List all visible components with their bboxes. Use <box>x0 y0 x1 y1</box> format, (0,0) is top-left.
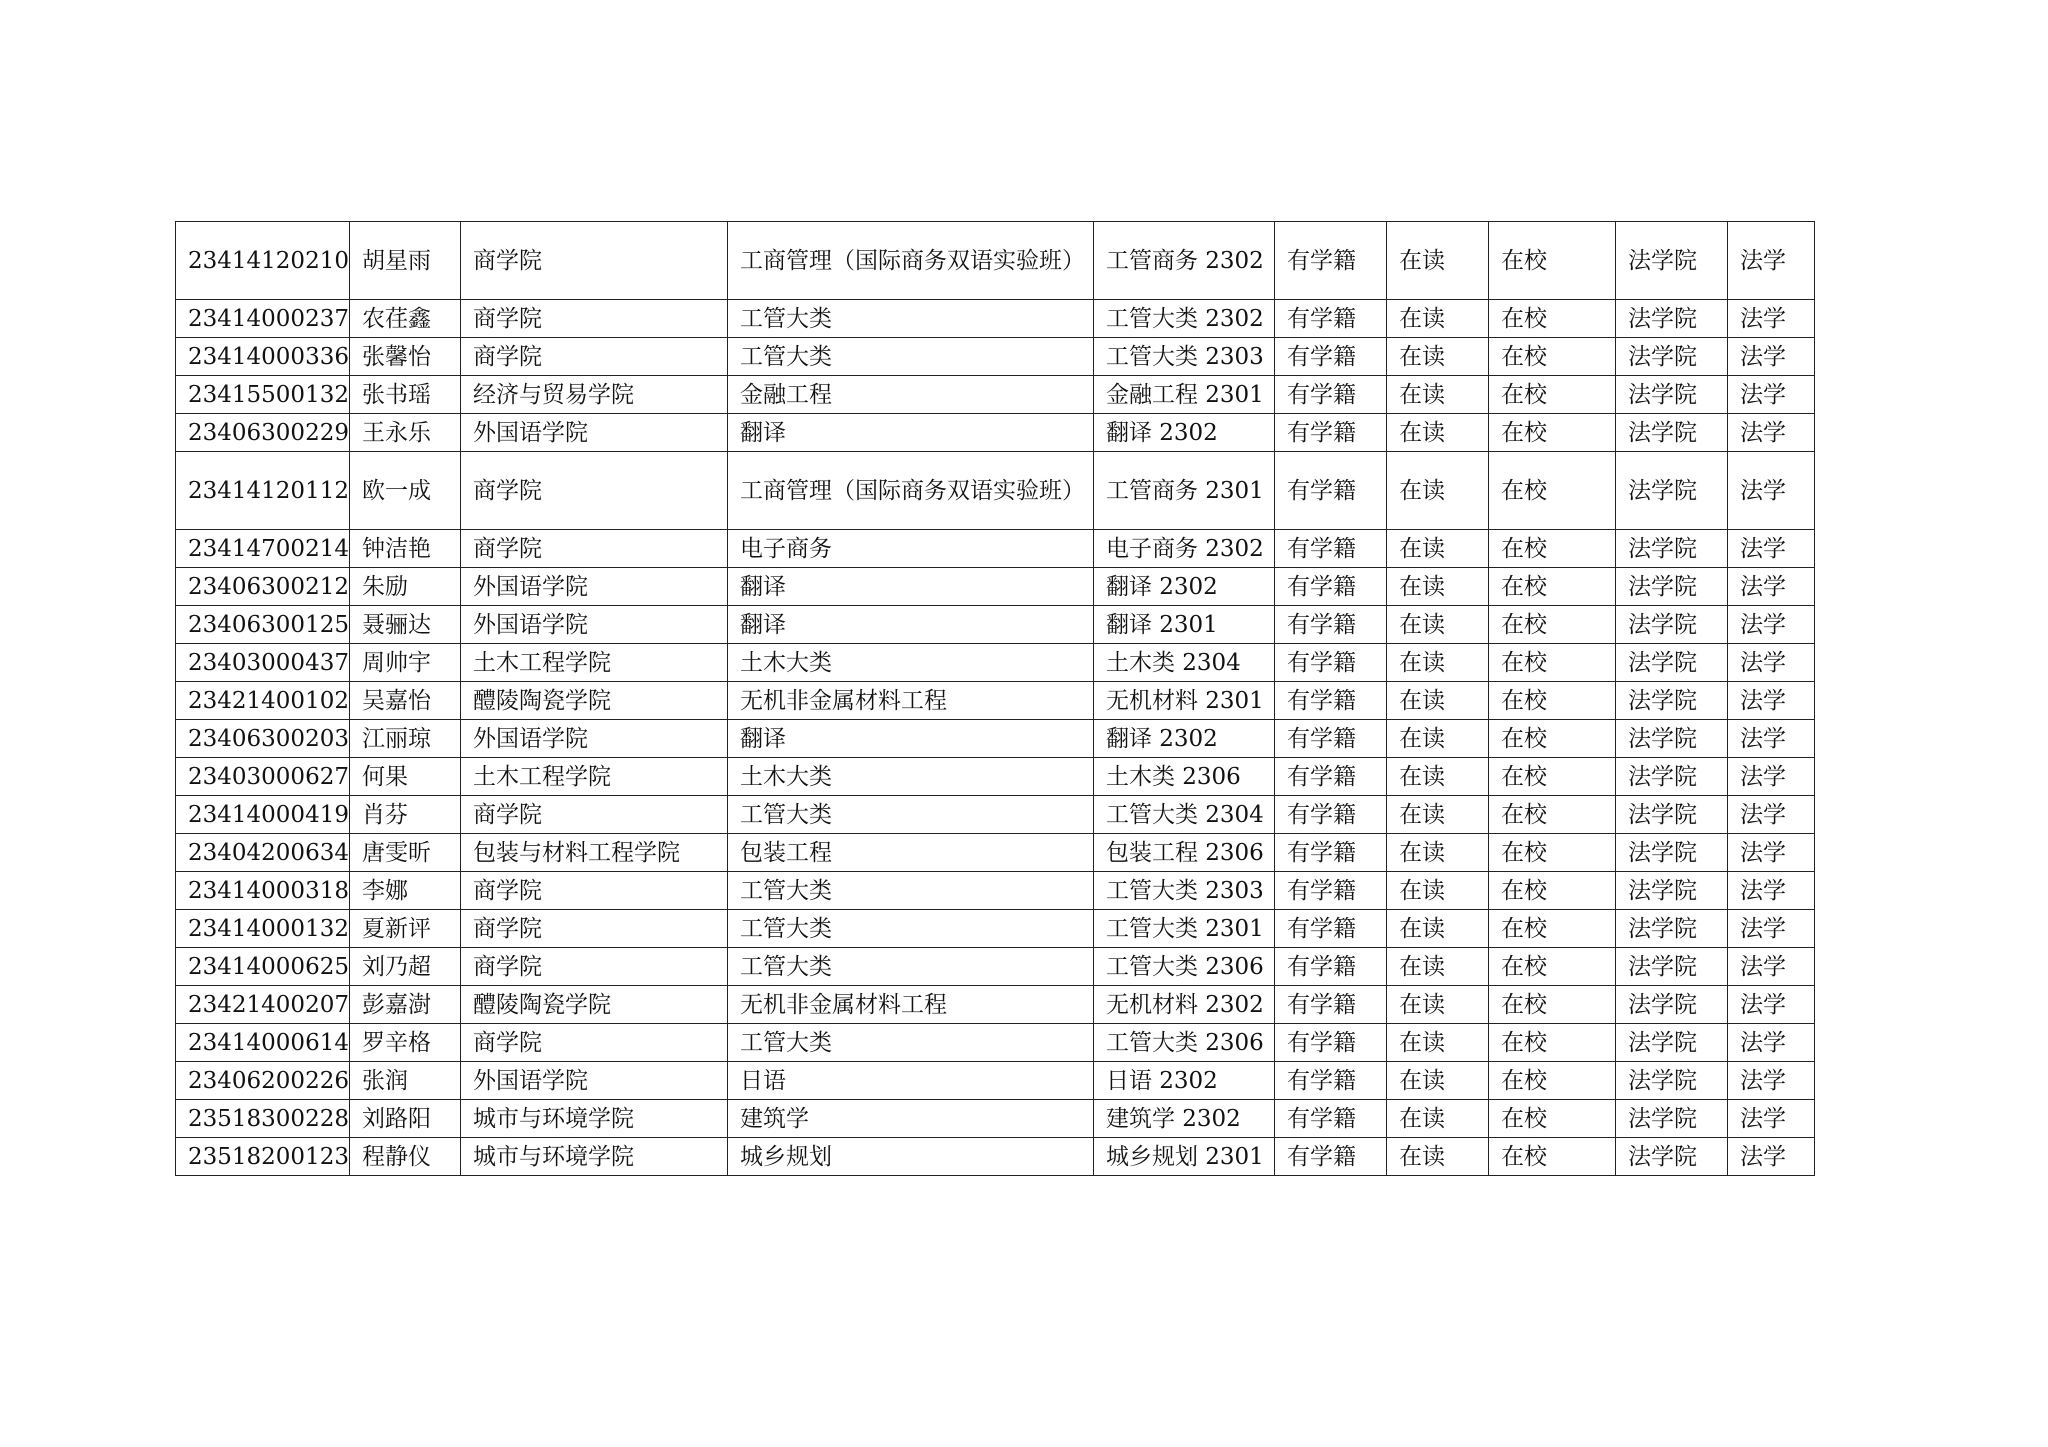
student-id-cell: 23414000419 <box>176 796 350 834</box>
on-campus-status-cell: 在校 <box>1488 910 1615 948</box>
target-college-cell: 法学院 <box>1615 910 1727 948</box>
college-cell: 外国语学院 <box>460 720 727 758</box>
target-college-cell: 法学院 <box>1615 682 1727 720</box>
enrollment-status-cell: 有学籍 <box>1274 758 1386 796</box>
table-row <box>176 530 1815 568</box>
student-roster-table <box>175 221 1815 1176</box>
major-cell: 工管大类 <box>727 872 1093 910</box>
major-cell: 日语 <box>727 1062 1093 1100</box>
target-college-cell: 法学院 <box>1615 834 1727 872</box>
major-cell: 土木大类 <box>727 758 1093 796</box>
target-college-cell: 法学院 <box>1615 872 1727 910</box>
enrollment-status-cell: 有学籍 <box>1274 834 1386 872</box>
college-cell: 土木工程学院 <box>460 758 727 796</box>
class-cell: 土木类 2304 <box>1093 644 1274 682</box>
student-name-cell: 王永乐 <box>349 414 460 452</box>
study-status-cell: 在读 <box>1386 644 1488 682</box>
major-cell: 无机非金属材料工程 <box>727 986 1093 1024</box>
table-row <box>176 606 1815 644</box>
class-cell: 工管商务 2302 <box>1093 222 1274 300</box>
on-campus-status-cell: 在校 <box>1488 720 1615 758</box>
major-cell: 工商管理（国际商务双语实验班） <box>727 222 1093 300</box>
target-major-cell: 法学 <box>1727 644 1814 682</box>
table-row <box>176 414 1815 452</box>
target-college-cell: 法学院 <box>1615 1138 1727 1176</box>
student-id-cell: 23518300228 <box>176 1100 350 1138</box>
student-name-cell: 刘路阳 <box>349 1100 460 1138</box>
class-cell: 无机材料 2301 <box>1093 682 1274 720</box>
student-name-cell: 胡星雨 <box>349 222 460 300</box>
on-campus-status-cell: 在校 <box>1488 338 1615 376</box>
study-status-cell: 在读 <box>1386 796 1488 834</box>
enrollment-status-cell: 有学籍 <box>1274 796 1386 834</box>
on-campus-status-cell: 在校 <box>1488 948 1615 986</box>
class-cell: 翻译 2302 <box>1093 568 1274 606</box>
student-id-cell: 23406300229 <box>176 414 350 452</box>
student-name-cell: 何果 <box>349 758 460 796</box>
class-cell: 工管大类 2306 <box>1093 948 1274 986</box>
study-status-cell: 在读 <box>1386 222 1488 300</box>
table-row <box>176 1138 1815 1176</box>
major-cell: 工管大类 <box>727 300 1093 338</box>
target-college-cell: 法学院 <box>1615 986 1727 1024</box>
enrollment-status-cell: 有学籍 <box>1274 376 1386 414</box>
college-cell: 外国语学院 <box>460 568 727 606</box>
class-cell: 电子商务 2302 <box>1093 530 1274 568</box>
student-name-cell: 欧一成 <box>349 452 460 530</box>
major-cell: 翻译 <box>727 414 1093 452</box>
college-cell: 醴陵陶瓷学院 <box>460 682 727 720</box>
target-college-cell: 法学院 <box>1615 376 1727 414</box>
table-row <box>176 452 1815 530</box>
college-cell: 商学院 <box>460 338 727 376</box>
study-status-cell: 在读 <box>1386 986 1488 1024</box>
college-cell: 外国语学院 <box>460 1062 727 1100</box>
class-cell: 工管大类 2303 <box>1093 872 1274 910</box>
enrollment-status-cell: 有学籍 <box>1274 338 1386 376</box>
enrollment-status-cell: 有学籍 <box>1274 1100 1386 1138</box>
on-campus-status-cell: 在校 <box>1488 644 1615 682</box>
enrollment-status-cell: 有学籍 <box>1274 910 1386 948</box>
student-id-cell: 23403000627 <box>176 758 350 796</box>
target-college-cell: 法学院 <box>1615 644 1727 682</box>
student-id-cell: 23403000437 <box>176 644 350 682</box>
student-id-cell: 23414000318 <box>176 872 350 910</box>
student-name-cell: 农荏鑫 <box>349 300 460 338</box>
college-cell: 外国语学院 <box>460 606 727 644</box>
student-name-cell: 夏新评 <box>349 910 460 948</box>
target-college-cell: 法学院 <box>1615 1024 1727 1062</box>
student-id-cell: 23414120210 <box>176 222 350 300</box>
table-row <box>176 376 1815 414</box>
major-cell: 工商管理（国际商务双语实验班） <box>727 452 1093 530</box>
target-college-cell: 法学院 <box>1615 414 1727 452</box>
study-status-cell: 在读 <box>1386 414 1488 452</box>
enrollment-status-cell: 有学籍 <box>1274 1138 1386 1176</box>
class-cell: 日语 2302 <box>1093 1062 1274 1100</box>
target-major-cell: 法学 <box>1727 758 1814 796</box>
study-status-cell: 在读 <box>1386 682 1488 720</box>
enrollment-status-cell: 有学籍 <box>1274 568 1386 606</box>
major-cell: 土木大类 <box>727 644 1093 682</box>
on-campus-status-cell: 在校 <box>1488 682 1615 720</box>
enrollment-status-cell: 有学籍 <box>1274 1062 1386 1100</box>
study-status-cell: 在读 <box>1386 948 1488 986</box>
target-major-cell: 法学 <box>1727 414 1814 452</box>
student-name-cell: 程静仪 <box>349 1138 460 1176</box>
college-cell: 土木工程学院 <box>460 644 727 682</box>
target-college-cell: 法学院 <box>1615 222 1727 300</box>
major-cell: 无机非金属材料工程 <box>727 682 1093 720</box>
enrollment-status-cell: 有学籍 <box>1274 414 1386 452</box>
target-major-cell: 法学 <box>1727 1138 1814 1176</box>
major-cell: 电子商务 <box>727 530 1093 568</box>
target-major-cell: 法学 <box>1727 1062 1814 1100</box>
student-id-cell: 23404200634 <box>176 834 350 872</box>
college-cell: 城市与环境学院 <box>460 1100 727 1138</box>
on-campus-status-cell: 在校 <box>1488 1062 1615 1100</box>
table-row <box>176 682 1815 720</box>
target-major-cell: 法学 <box>1727 376 1814 414</box>
student-id-cell: 23414120112 <box>176 452 350 530</box>
major-cell: 翻译 <box>727 606 1093 644</box>
study-status-cell: 在读 <box>1386 872 1488 910</box>
target-major-cell: 法学 <box>1727 834 1814 872</box>
student-name-cell: 朱励 <box>349 568 460 606</box>
college-cell: 商学院 <box>460 222 727 300</box>
study-status-cell: 在读 <box>1386 452 1488 530</box>
student-name-cell: 张润 <box>349 1062 460 1100</box>
enrollment-status-cell: 有学籍 <box>1274 452 1386 530</box>
table-row <box>176 300 1815 338</box>
student-id-cell: 23414000614 <box>176 1024 350 1062</box>
on-campus-status-cell: 在校 <box>1488 300 1615 338</box>
table-row <box>176 222 1815 300</box>
student-id-cell: 23414000237 <box>176 300 350 338</box>
on-campus-status-cell: 在校 <box>1488 568 1615 606</box>
class-cell: 包装工程 2306 <box>1093 834 1274 872</box>
student-name-cell: 彭嘉澍 <box>349 986 460 1024</box>
college-cell: 商学院 <box>460 872 727 910</box>
class-cell: 工管大类 2304 <box>1093 796 1274 834</box>
study-status-cell: 在读 <box>1386 1062 1488 1100</box>
target-college-cell: 法学院 <box>1615 796 1727 834</box>
student-name-cell: 刘乃超 <box>349 948 460 986</box>
target-major-cell: 法学 <box>1727 986 1814 1024</box>
student-id-cell: 23414000132 <box>176 910 350 948</box>
class-cell: 土木类 2306 <box>1093 758 1274 796</box>
target-major-cell: 法学 <box>1727 872 1814 910</box>
major-cell: 工管大类 <box>727 910 1093 948</box>
study-status-cell: 在读 <box>1386 720 1488 758</box>
student-id-cell: 23421400207 <box>176 986 350 1024</box>
enrollment-status-cell: 有学籍 <box>1274 872 1386 910</box>
major-cell: 建筑学 <box>727 1100 1093 1138</box>
study-status-cell: 在读 <box>1386 530 1488 568</box>
student-name-cell: 吴嘉怡 <box>349 682 460 720</box>
college-cell: 商学院 <box>460 530 727 568</box>
enrollment-status-cell: 有学籍 <box>1274 1024 1386 1062</box>
on-campus-status-cell: 在校 <box>1488 452 1615 530</box>
study-status-cell: 在读 <box>1386 910 1488 948</box>
enrollment-status-cell: 有学籍 <box>1274 948 1386 986</box>
target-major-cell: 法学 <box>1727 682 1814 720</box>
on-campus-status-cell: 在校 <box>1488 530 1615 568</box>
on-campus-status-cell: 在校 <box>1488 1024 1615 1062</box>
on-campus-status-cell: 在校 <box>1488 414 1615 452</box>
target-college-cell: 法学院 <box>1615 568 1727 606</box>
student-id-cell: 23406300125 <box>176 606 350 644</box>
student-id-cell: 23406200226 <box>176 1062 350 1100</box>
table-row <box>176 796 1815 834</box>
college-cell: 商学院 <box>460 948 727 986</box>
class-cell: 工管商务 2301 <box>1093 452 1274 530</box>
major-cell: 包装工程 <box>727 834 1093 872</box>
target-college-cell: 法学院 <box>1615 300 1727 338</box>
target-major-cell: 法学 <box>1727 796 1814 834</box>
student-id-cell: 23406300212 <box>176 568 350 606</box>
enrollment-status-cell: 有学籍 <box>1274 606 1386 644</box>
table-row <box>176 1024 1815 1062</box>
class-cell: 翻译 2301 <box>1093 606 1274 644</box>
table-row <box>176 1062 1815 1100</box>
student-name-cell: 肖芬 <box>349 796 460 834</box>
class-cell: 城乡规划 2301 <box>1093 1138 1274 1176</box>
on-campus-status-cell: 在校 <box>1488 376 1615 414</box>
college-cell: 城市与环境学院 <box>460 1138 727 1176</box>
major-cell: 工管大类 <box>727 796 1093 834</box>
on-campus-status-cell: 在校 <box>1488 1100 1615 1138</box>
target-major-cell: 法学 <box>1727 568 1814 606</box>
class-cell: 无机材料 2302 <box>1093 986 1274 1024</box>
target-college-cell: 法学院 <box>1615 1100 1727 1138</box>
student-name-cell: 江丽琼 <box>349 720 460 758</box>
target-college-cell: 法学院 <box>1615 530 1727 568</box>
on-campus-status-cell: 在校 <box>1488 222 1615 300</box>
student-name-cell: 罗辛格 <box>349 1024 460 1062</box>
on-campus-status-cell: 在校 <box>1488 758 1615 796</box>
target-major-cell: 法学 <box>1727 606 1814 644</box>
study-status-cell: 在读 <box>1386 338 1488 376</box>
study-status-cell: 在读 <box>1386 1024 1488 1062</box>
target-major-cell: 法学 <box>1727 948 1814 986</box>
college-cell: 经济与贸易学院 <box>460 376 727 414</box>
student-id-cell: 23518200123 <box>176 1138 350 1176</box>
target-college-cell: 法学院 <box>1615 606 1727 644</box>
college-cell: 商学院 <box>460 1024 727 1062</box>
major-cell: 城乡规划 <box>727 1138 1093 1176</box>
study-status-cell: 在读 <box>1386 568 1488 606</box>
class-cell: 翻译 2302 <box>1093 720 1274 758</box>
on-campus-status-cell: 在校 <box>1488 872 1615 910</box>
study-status-cell: 在读 <box>1386 376 1488 414</box>
student-name-cell: 钟洁艳 <box>349 530 460 568</box>
student-id-cell: 23415500132 <box>176 376 350 414</box>
college-cell: 商学院 <box>460 910 727 948</box>
on-campus-status-cell: 在校 <box>1488 796 1615 834</box>
student-name-cell: 李娜 <box>349 872 460 910</box>
student-id-cell: 23414000625 <box>176 948 350 986</box>
student-name-cell: 张馨怡 <box>349 338 460 376</box>
table-row <box>176 720 1815 758</box>
college-cell: 商学院 <box>460 452 727 530</box>
target-major-cell: 法学 <box>1727 530 1814 568</box>
study-status-cell: 在读 <box>1386 834 1488 872</box>
table-row <box>176 1100 1815 1138</box>
student-name-cell: 周帅宇 <box>349 644 460 682</box>
study-status-cell: 在读 <box>1386 300 1488 338</box>
major-cell: 翻译 <box>727 568 1093 606</box>
table-row <box>176 872 1815 910</box>
target-college-cell: 法学院 <box>1615 948 1727 986</box>
on-campus-status-cell: 在校 <box>1488 986 1615 1024</box>
target-college-cell: 法学院 <box>1615 452 1727 530</box>
table-row <box>176 338 1815 376</box>
table-row <box>176 948 1815 986</box>
target-major-cell: 法学 <box>1727 300 1814 338</box>
enrollment-status-cell: 有学籍 <box>1274 300 1386 338</box>
college-cell: 商学院 <box>460 300 727 338</box>
major-cell: 工管大类 <box>727 1024 1093 1062</box>
college-cell: 包装与材料工程学院 <box>460 834 727 872</box>
target-major-cell: 法学 <box>1727 1100 1814 1138</box>
enrollment-status-cell: 有学籍 <box>1274 720 1386 758</box>
class-cell: 工管大类 2306 <box>1093 1024 1274 1062</box>
major-cell: 金融工程 <box>727 376 1093 414</box>
study-status-cell: 在读 <box>1386 606 1488 644</box>
class-cell: 工管大类 2302 <box>1093 300 1274 338</box>
college-cell: 商学院 <box>460 796 727 834</box>
target-major-cell: 法学 <box>1727 1024 1814 1062</box>
major-cell: 翻译 <box>727 720 1093 758</box>
on-campus-status-cell: 在校 <box>1488 1138 1615 1176</box>
target-college-cell: 法学院 <box>1615 720 1727 758</box>
student-id-cell: 23414000336 <box>176 338 350 376</box>
table-row <box>176 644 1815 682</box>
enrollment-status-cell: 有学籍 <box>1274 682 1386 720</box>
class-cell: 金融工程 2301 <box>1093 376 1274 414</box>
student-name-cell: 唐雯昕 <box>349 834 460 872</box>
class-cell: 翻译 2302 <box>1093 414 1274 452</box>
table-row <box>176 986 1815 1024</box>
college-cell: 外国语学院 <box>460 414 727 452</box>
student-name-cell: 聂骊达 <box>349 606 460 644</box>
student-name-cell: 张书瑶 <box>349 376 460 414</box>
target-major-cell: 法学 <box>1727 910 1814 948</box>
enrollment-status-cell: 有学籍 <box>1274 644 1386 682</box>
target-college-cell: 法学院 <box>1615 1062 1727 1100</box>
study-status-cell: 在读 <box>1386 758 1488 796</box>
table-row <box>176 834 1815 872</box>
on-campus-status-cell: 在校 <box>1488 834 1615 872</box>
enrollment-status-cell: 有学籍 <box>1274 530 1386 568</box>
student-id-cell: 23414700214 <box>176 530 350 568</box>
target-major-cell: 法学 <box>1727 338 1814 376</box>
table-row <box>176 568 1815 606</box>
table-row <box>176 758 1815 796</box>
enrollment-status-cell: 有学籍 <box>1274 222 1386 300</box>
class-cell: 工管大类 2301 <box>1093 910 1274 948</box>
student-id-cell: 23406300203 <box>176 720 350 758</box>
class-cell: 建筑学 2302 <box>1093 1100 1274 1138</box>
target-major-cell: 法学 <box>1727 452 1814 530</box>
major-cell: 工管大类 <box>727 338 1093 376</box>
table-body <box>176 222 1815 1176</box>
student-id-cell: 23421400102 <box>176 682 350 720</box>
target-major-cell: 法学 <box>1727 222 1814 300</box>
table-row <box>176 910 1815 948</box>
college-cell: 醴陵陶瓷学院 <box>460 986 727 1024</box>
target-major-cell: 法学 <box>1727 720 1814 758</box>
target-college-cell: 法学院 <box>1615 338 1727 376</box>
study-status-cell: 在读 <box>1386 1138 1488 1176</box>
major-cell: 工管大类 <box>727 948 1093 986</box>
on-campus-status-cell: 在校 <box>1488 606 1615 644</box>
enrollment-status-cell: 有学籍 <box>1274 986 1386 1024</box>
study-status-cell: 在读 <box>1386 1100 1488 1138</box>
class-cell: 工管大类 2303 <box>1093 338 1274 376</box>
target-college-cell: 法学院 <box>1615 758 1727 796</box>
